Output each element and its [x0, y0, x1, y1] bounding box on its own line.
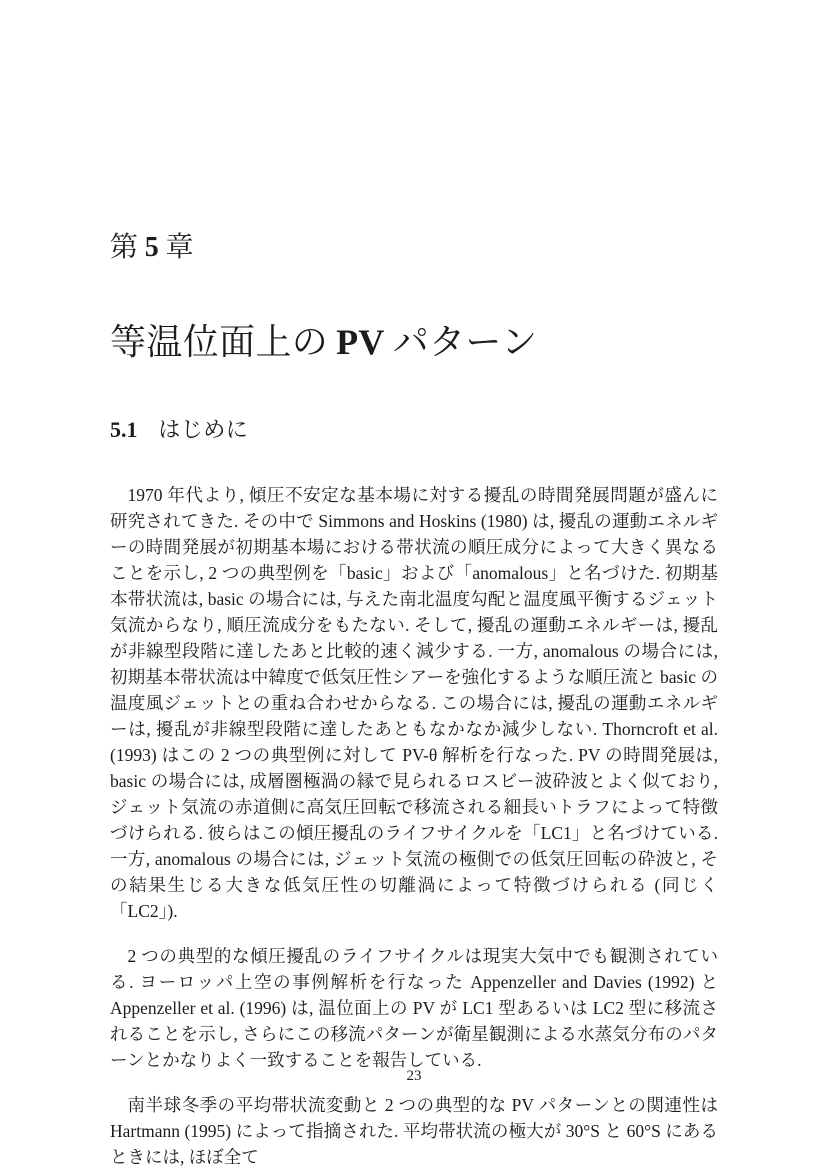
- text-column: [110, 0, 718, 1169]
- paragraph-3: 南半球冬季の平均帯状流変動と 2 つの典型的な PV パターンとの関連性は Hartmann (1995) によって指摘された. 平均帯状流の極大が 30°S と 60°S にあるときには, ほぼ全て: [110, 1095, 718, 1167]
- chapter-title-latin: PV: [336, 322, 385, 362]
- chapter-number: 5: [144, 232, 160, 263]
- chapter-title: [110, 321, 718, 364]
- chapter-number-line: [110, 230, 718, 265]
- chapter-suffix: 章: [165, 230, 194, 263]
- chapter-title-jp-post: パターン: [392, 322, 538, 363]
- chapter-title-jp-pre: 等温位面上の: [110, 322, 329, 363]
- chapter-prefix: 第: [110, 230, 139, 263]
- section-heading: [110, 416, 718, 445]
- paragraph-1: 1970 年代より, 傾圧不安定な基本場に対する擾乱の時間発展問題が盛んに研究されてきた. その中で Simmons and Hoskins (1980) は, 擾乱の運動エネルギーの時間発展が初期基本場における帯状流の順圧成分によって大きく異なることを示し, 2 つの典型例を「basic」および「anomalous」と名づけた. 初期基本帯状流は, basic の場合には, 与えた南北温度勾配と温度風平衡するジェット気流からなり, 順圧流成分をもたない. そして, 擾乱の運動エネルギーは, 擾乱が非線型段階に達したあと比較的速く減少する. 一方, anomalous の場合には, 初期基本帯状流は中緯度で低気圧性シアーを強化するような順圧流と basic の温度風ジェットとの重ね合わせからなる. この場合には, 擾乱の運動エネルギーは, 擾乱が非線型段階に達したあともなかなか減少しない. Thorncroft et al. (1993) はこの 2 つの典型例に対して PV-θ 解析を行なった. PV の時間発展は, basic の場合には, 成層圏極渦の縁で見られるロスビー波砕波とよく似ており, ジェット気流の赤道側に高気圧回転で移流される細長いトラフによって特徴づけられる. 彼らはこの傾圧擾乱のライフサイクルを「LC1」と名づけている. 一方, anomalous の場合には, ジェット気流の極側での低気圧回転の砕波と, その結果生じる大きな低気圧性の切離渦によって特徴づけられる (同じく「LC2」).: [110, 485, 718, 921]
- page-number: 23: [406, 1068, 422, 1084]
- section-number: 5.1: [110, 417, 138, 442]
- section-title: はじめに: [158, 418, 249, 443]
- paragraph-2: 2 つの典型的な傾圧擾乱のライフサイクルは現実大気中でも観測されている. ヨーロッパ上空の事例解析を行なった Appenzeller and Davies (1992) と Appenzeller et al. (1996) は, 温位面上の PV が LC1 型あるいは LC2 型に移流されることを示し, さらにこの移流パターンが衛星観測による水蒸気分布のパターンとかなりよく一致することを報告している.: [110, 946, 718, 1070]
